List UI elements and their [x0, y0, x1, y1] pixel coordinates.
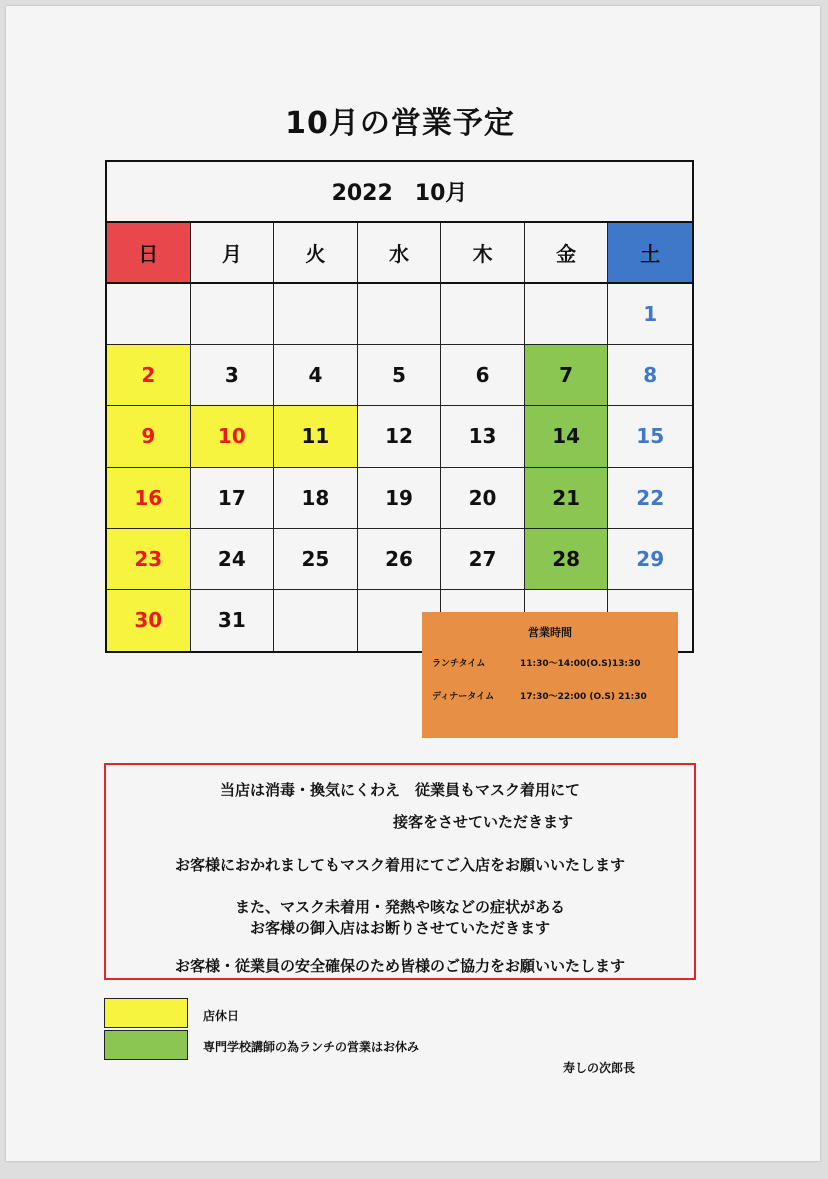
legend-no-lunch-swatch	[104, 1030, 188, 1060]
calendar-day-29: 29	[608, 529, 692, 590]
notice-box	[104, 763, 696, 980]
notice-line-4: また、マスク未着用・発熱や咳などの症状がある	[234, 898, 565, 916]
calendar-empty-cell	[274, 590, 358, 651]
calendar-day-11: 11	[274, 406, 358, 467]
shop-signature: 寿しの次郎長	[563, 1061, 636, 1075]
calendar-day-4: 4	[274, 345, 358, 406]
calendar-day-26: 26	[358, 529, 442, 590]
business-hours-box	[422, 612, 678, 738]
page-title: 10月の営業予定	[285, 106, 515, 141]
calendar-empty-cell	[441, 284, 525, 345]
calendar-day-22: 22	[608, 468, 692, 529]
calendar-day-10: 10	[191, 406, 275, 467]
lunch-hours-row	[432, 656, 641, 669]
dinner-hours-row	[432, 689, 647, 702]
calendar-day-17: 17	[191, 468, 275, 529]
lunch-time: 11:30～14:00(O.S)13:30	[520, 659, 641, 669]
calendar-day-13: 13	[441, 406, 525, 467]
calendar-day-5: 5	[358, 345, 442, 406]
calendar-day-7: 7	[525, 345, 609, 406]
weekday-header-0: 日	[107, 223, 191, 284]
calendar-day-31: 31	[191, 590, 275, 651]
weekday-header-6: 土	[608, 223, 692, 284]
calendar-empty-cell	[358, 284, 442, 345]
calendar-empty-cell	[191, 284, 275, 345]
calendar-day-23: 23	[107, 529, 191, 590]
calendar-day-15: 15	[608, 406, 692, 467]
weekday-header-1: 月	[191, 223, 275, 284]
calendar-day-28: 28	[525, 529, 609, 590]
calendar-day-14: 14	[525, 406, 609, 467]
calendar-day-9: 9	[107, 406, 191, 467]
calendar-day-30: 30	[107, 590, 191, 651]
calendar-day-18: 18	[274, 468, 358, 529]
calendar-day-3: 3	[191, 345, 275, 406]
calendar-day-21: 21	[525, 468, 609, 529]
lunch-label: ランチタイム	[432, 659, 486, 669]
hours-title: 営業時間	[528, 626, 572, 639]
calendar-month-header: 2022 10月	[107, 162, 692, 223]
dinner-label: ディナータイム	[432, 692, 495, 702]
weekday-header-5: 金	[525, 223, 609, 284]
calendar-day-25: 25	[274, 529, 358, 590]
dinner-time: 17:30～22:00 (O.S) 21:30	[520, 692, 647, 702]
calendar-day-6: 6	[441, 345, 525, 406]
calendar-day-24: 24	[191, 529, 275, 590]
calendar-day-12: 12	[358, 406, 442, 467]
calendar-empty-cell	[274, 284, 358, 345]
legend-no-lunch-label: 専門学校講師の為ランチの営業はお休み	[203, 1040, 420, 1054]
calendar-day-19: 19	[358, 468, 442, 529]
weekday-header-3: 水	[358, 223, 442, 284]
calendar-day-8: 8	[608, 345, 692, 406]
notice-line-2: 接客をさせていただきます	[393, 813, 574, 831]
calendar-grid	[107, 223, 692, 651]
calendar-empty-cell	[107, 284, 191, 345]
calendar	[105, 160, 694, 653]
legend-closed-label: 店休日	[203, 1009, 240, 1023]
calendar-day-27: 27	[441, 529, 525, 590]
weekday-header-2: 火	[274, 223, 358, 284]
notice-line-6: お客様・従業員の安全確保のため皆様のご協力をお願いいたします	[174, 957, 625, 975]
notice-line-5: お客様の御入店はお断りさせていただきます	[249, 919, 550, 937]
calendar-empty-cell	[525, 284, 609, 345]
calendar-day-20: 20	[441, 468, 525, 529]
legend-closed-swatch	[104, 998, 188, 1028]
weekday-header-4: 木	[441, 223, 525, 284]
calendar-day-16: 16	[107, 468, 191, 529]
notice-line-3: お客様におかれましてもマスク着用にてご入店をお願いいたします	[174, 856, 625, 874]
calendar-day-1: 1	[608, 284, 692, 345]
notice-line-1: 当店は消毒・換気にくわえ 従業員もマスク着用にて	[219, 781, 580, 799]
calendar-day-2: 2	[107, 345, 191, 406]
